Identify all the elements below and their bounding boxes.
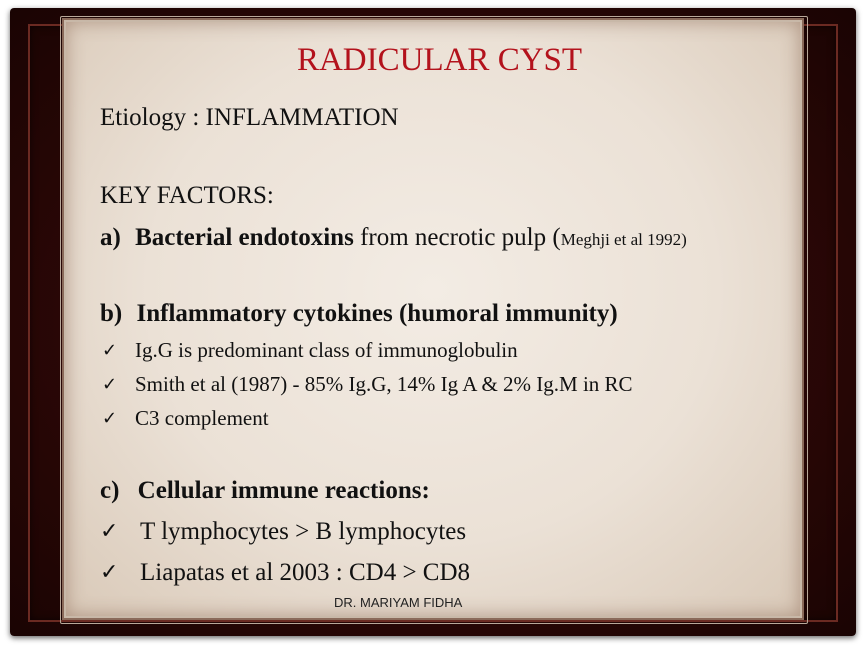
factor-b-item: Ig.G is predominant class of immunoglobulin: [135, 338, 518, 362]
factor-c-item: Liapatas et al 2003 : CD4 > CD8: [140, 559, 471, 586]
factor-c-label: c): [100, 477, 120, 504]
factor-a: [100, 224, 687, 252]
slide-title: RADICULAR CYST: [296, 42, 583, 78]
factor-b-item: Smith et al (1987) - 85% Ig.G, 14% Ig A & 2% Ig.M in RC: [135, 372, 633, 396]
footer-author: DR. MARIYAM FIDHA: [334, 595, 463, 610]
factor-a-text: from necrotic pulp (: [353, 224, 561, 251]
factor-b-label: b): [100, 300, 123, 327]
check-icon: ✓: [100, 519, 119, 544]
factor-c: [100, 477, 430, 505]
factor-b-text: Inflammatory cytokines (humoral immunity): [136, 300, 618, 327]
factor-c-item: T lymphocytes > B lymphocytes: [140, 518, 467, 545]
etiology-line: Etiology : INFLAMMATION: [100, 104, 399, 131]
factor-a-bold: Bacterial endotoxins: [135, 224, 354, 251]
key-factors-heading: KEY FACTORS:: [100, 182, 274, 209]
factor-a-label: a): [100, 224, 121, 251]
check-icon: ✓: [102, 340, 118, 361]
check-icon: ✓: [102, 374, 118, 395]
factor-b-item: C3 complement: [135, 406, 269, 430]
factor-b: [100, 300, 618, 328]
check-icon: ✓: [100, 560, 119, 585]
check-icon: ✓: [102, 408, 118, 429]
factor-a-reference: Meghji et al 1992): [560, 230, 687, 249]
factor-c-text: Cellular immune reactions:: [137, 477, 430, 504]
